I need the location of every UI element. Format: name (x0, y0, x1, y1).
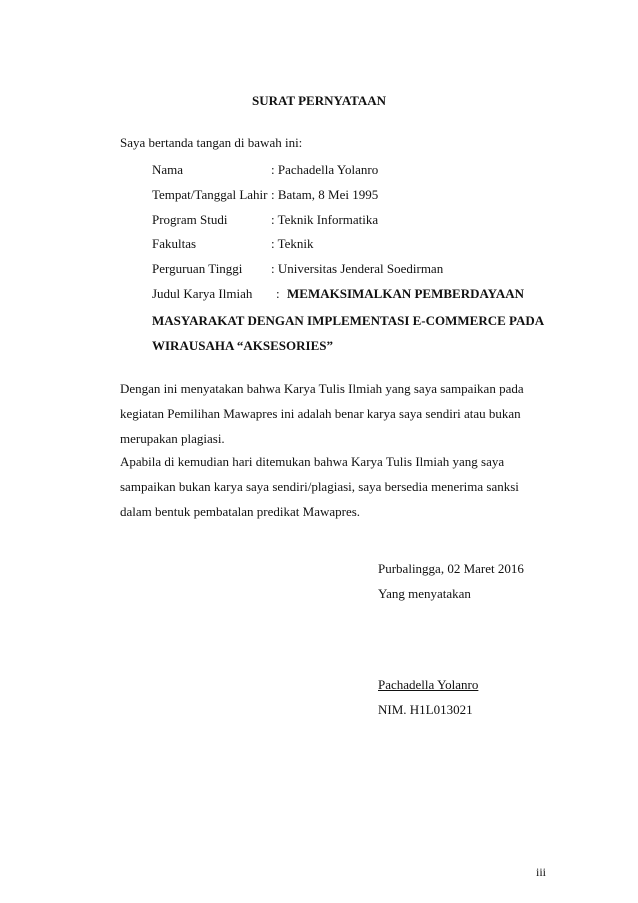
page-title: SURAT PERNYATAAN (252, 93, 386, 108)
judul-line-1: MEMAKSIMALKAN PEMBERDAYAAN (287, 286, 525, 301)
field-value-pt: : Universitas Jenderal Soedirman (271, 261, 444, 276)
field-value-nama: : Pachadella Yolanro (271, 162, 379, 177)
field-value-judul-colon: : (276, 286, 280, 301)
judul-line-2: MASYARAKAT DENGAN IMPLEMENTASI E-COMMERCE PADA (152, 313, 545, 328)
field-label-prodi: Program Studi (152, 212, 228, 227)
signer-name: Pachadella Yolanro (378, 677, 479, 692)
judul-line-3: WIRAUSAHA “AKSESORIES” (152, 338, 333, 353)
field-label-pt: Perguruan Tinggi (152, 261, 243, 276)
field-label-nama: Nama (152, 162, 184, 177)
field-value-prodi: : Teknik Informatika (271, 212, 379, 227)
field-label-fakultas: Fakultas (152, 236, 197, 251)
field-value-ttl: : Batam, 8 Mei 1995 (271, 187, 379, 202)
statement-line-2: kegiatan Pemilihan Mawapres ini adalah benar karya saya sendiri atau bukan (120, 406, 521, 421)
statement-line-4: Apabila di kemudian hari ditemukan bahwa Karya Tulis Ilmiah yang saya (120, 454, 505, 469)
field-label-ttl: Tempat/Tanggal Lahir (152, 187, 268, 202)
field-value-fakultas: : Teknik (271, 236, 314, 251)
place-date: Purbalingga, 02 Maret 2016 (378, 561, 524, 576)
signer-nim: NIM. H1L013021 (378, 702, 473, 717)
statement-line-6: dalam bentuk pembatalan predikat Mawapres. (120, 504, 361, 519)
page-number: iii (536, 865, 547, 879)
closing-text: Yang menyatakan (378, 586, 471, 601)
statement-line-1: Dengan ini menyatakan bahwa Karya Tulis Ilmiah yang saya sampaikan pada (120, 381, 524, 396)
field-label-judul: Judul Karya Ilmiah (152, 286, 253, 301)
intro-text: Saya bertanda tangan di bawah ini: (120, 135, 303, 150)
statement-line-5: sampaikan bukan karya saya sendiri/plagiasi, saya bersedia menerima sanksi (120, 479, 519, 494)
statement-line-3: merupakan plagiasi. (120, 431, 225, 446)
